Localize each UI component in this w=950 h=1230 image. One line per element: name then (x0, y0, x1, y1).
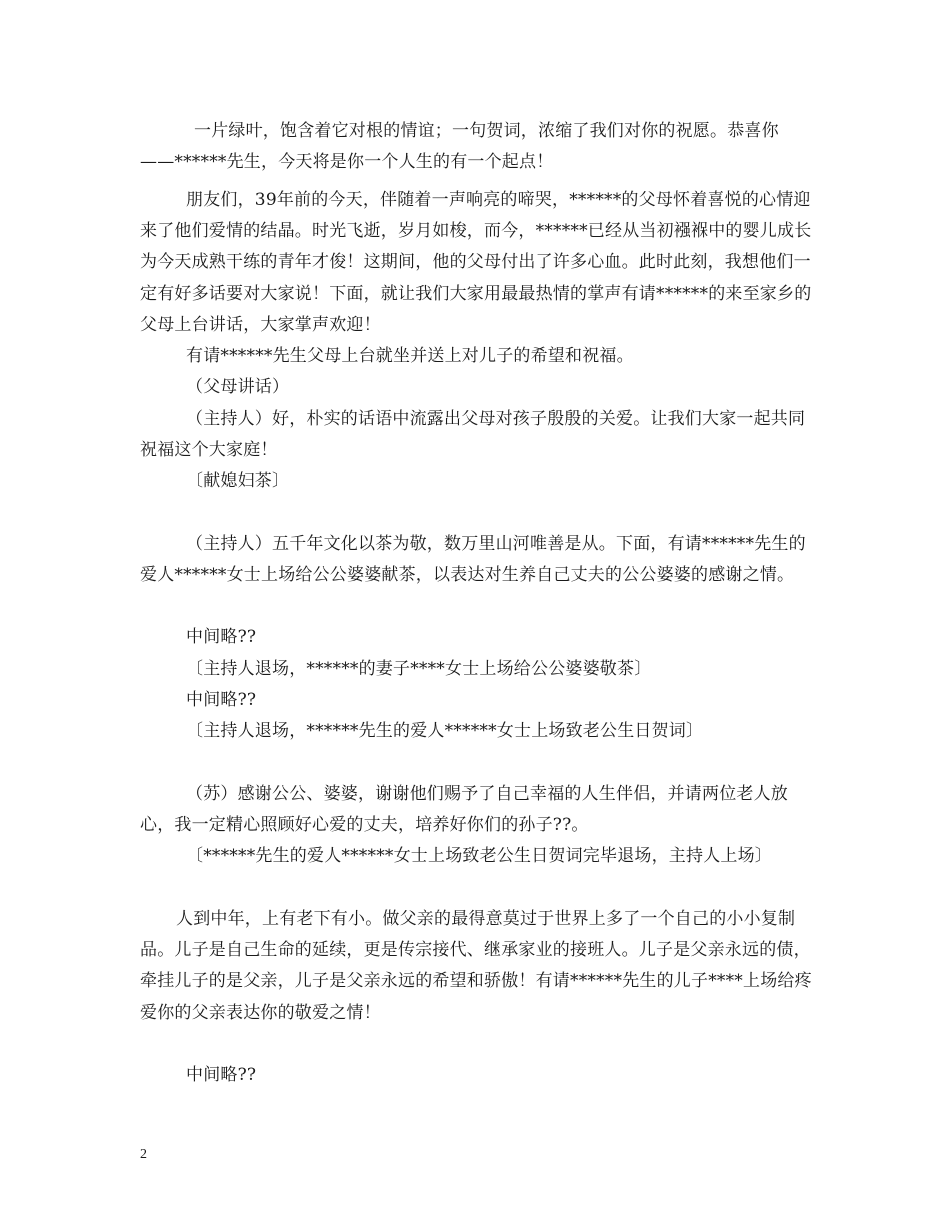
paragraph-friends: 朋友们，39年前的今天，伴随着一声响亮的啼哭，******的父母怀着喜悦的心情迎来了他们爱情的结晶。时光飞逝，岁月如梭，而今，******已经从当初襁褓中的婴儿成长为今天成熟干练的青年才俊！这期间，他的父母付出了许多心血。此时此刻，我想他们一定有好多话要对大家说！下面，就让我们大家用最最热情的掌声有请******的来至家乡的父母上台讲话，大家掌声欢迎！ (140, 190, 812, 335)
paragraph-omitted-1: 中间略?? (186, 627, 257, 647)
paragraph-host-remark: （主持人）好，朴实的话语中流露出父母对孩子殷殷的关爱。让我们大家一起共同祝福这个大家庭！ (140, 409, 806, 461)
paragraph-host-exit-2: 〔主持人退场，******先生的爱人******女士上场致老公生日贺词〕 (186, 721, 704, 741)
paragraph-invite-parents: 有请******先生父母上台就坐并送上对儿子的希望和祝福。 (186, 346, 634, 366)
page-number: 2 (140, 1147, 147, 1162)
paragraph-host-tea: （主持人）五千年文化以茶为敬，数万里山河唯善是从。下面，有请******先生的爱人******女士上场给公公婆婆献茶，以表达对生养自己丈夫的公公婆婆的感谢之情。 (140, 534, 806, 586)
paragraph-greeting: 一片绿叶，饱含着它对根的情谊；一句贺词，浓缩了我们对你的祝愿。恭喜你——******先生，今天将是你一个人生的有一个起点！ (140, 121, 779, 173)
paragraph-host-exit-1: 〔主持人退场，******的妻子****女士上场给公公婆婆敬茶〕 (186, 659, 652, 679)
paragraph-tea-heading: 〔献媳妇茶〕 (186, 471, 290, 491)
paragraph-su-speech: （苏）感谢公公、婆婆，谢谢他们赐予了自己幸福的人生伴侣，并请两位老人放心，我一定精心照顾好心爱的丈夫，培养好你们的孙子??。 (140, 784, 788, 836)
paragraph-stage-direction: 〔******先生的爱人******女士上场致老公生日贺词完毕退场，主持人上场〕 (186, 846, 772, 866)
paragraph-parents-speech: （父母讲话） (186, 377, 290, 397)
paragraph-middle-age: 人到中年，上有老下有小。做父亲的最得意莫过于世界上多了一个自己的小小复制品。儿子是自己生命的延续，更是传宗接代、继承家业的接班人。儿子是父亲永远的债，牵挂儿子的是父亲，儿子是父亲永远的希望和骄傲！有请******先生的儿子****上场给疼爱你的父亲表达你的敬爱之情！ (140, 909, 812, 1023)
paragraph-omitted-3: 中间略?? (186, 1065, 257, 1085)
paragraph-omitted-2: 中间略?? (186, 690, 257, 710)
